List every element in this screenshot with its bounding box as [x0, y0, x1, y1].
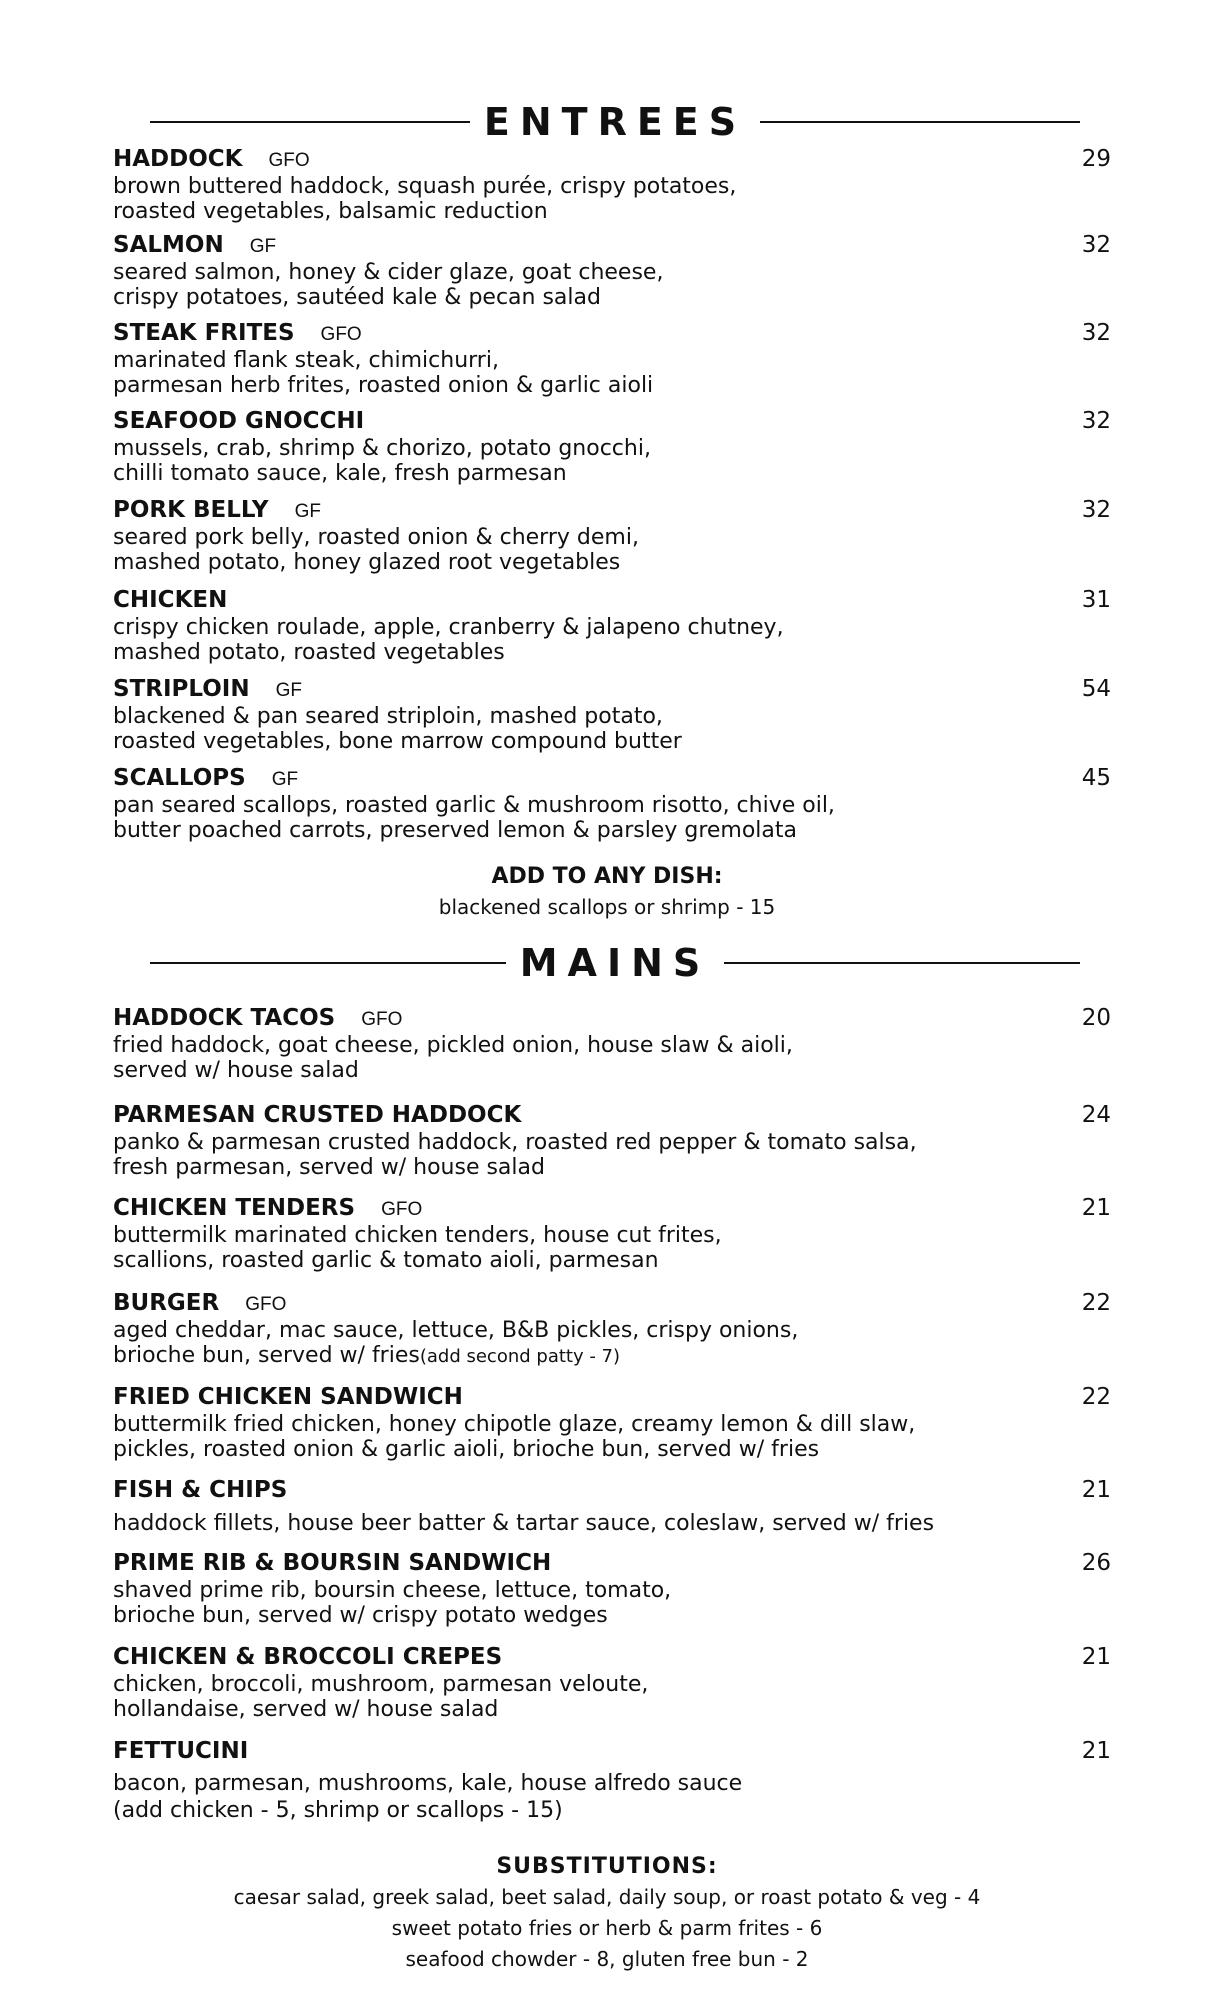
item-price: 22 [1081, 1290, 1111, 1316]
item-name: FISH & CHIPS [113, 1477, 288, 1503]
menu-item [113, 495, 1111, 575]
item-name: SEAFOOD GNOCCHI [113, 408, 365, 434]
divider-line [150, 121, 470, 123]
item-description: fried haddock, goat cheese, pickled onion, house slaw & aioli, [113, 1033, 793, 1058]
item-name: CHICKEN TENDERS [113, 1195, 356, 1221]
item-description: mashed potato, roasted vegetables [113, 640, 505, 665]
item-description: seared pork belly, roasted onion & cherry demi, [113, 525, 639, 550]
item-price: 21 [1081, 1195, 1111, 1221]
item-name: BURGER [113, 1290, 220, 1316]
item-name: STEAK FRITES [113, 320, 295, 346]
item-name: PRIME RIB & BOURSIN SANDWICH [113, 1550, 552, 1576]
item-description: butter poached carrots, preserved lemon & parsley gremolata [113, 818, 798, 843]
add-patty-note: (add second patty - 7) [419, 1346, 621, 1367]
item-description: crispy potatoes, sautéed kale & pecan salad [113, 285, 601, 310]
item-description-text: brioche bun, served w/ fries [113, 1343, 420, 1368]
item-price: 32 [1081, 320, 1111, 346]
menu-item [113, 1382, 1111, 1462]
item-description: roasted vegetables, bone marrow compound butter [113, 729, 682, 754]
item-price: 20 [1081, 1005, 1111, 1031]
diet-tag: GF [294, 501, 321, 522]
item-price: 54 [1081, 676, 1111, 702]
add-to-dish-block [0, 862, 1214, 923]
menu-item [113, 1100, 1111, 1180]
item-name: FRIED CHICKEN SANDWICH [113, 1384, 463, 1410]
mains-title: MAINS [519, 941, 711, 985]
item-description [113, 1343, 1111, 1369]
diet-tag: GF [249, 236, 277, 257]
item-description: mussels, crab, shrimp & chorizo, potato gnocchi, [113, 436, 651, 461]
substitution-line: seafood chowder - 8, gluten free bun - 2 [405, 1947, 809, 1971]
item-name: HADDOCK TACOS [113, 1005, 336, 1031]
item-price: 21 [1081, 1738, 1111, 1764]
item-name: CHICKEN [113, 587, 228, 613]
item-description: haddock fillets, house beer batter & tartar sauce, coleslaw, served w/ fries [113, 1511, 935, 1536]
item-price: 29 [1081, 146, 1111, 172]
diet-tag: GFO [268, 150, 310, 171]
item-description: panko & parmesan crusted haddock, roasted red pepper & tomato salsa, [113, 1130, 917, 1155]
item-description: brown buttered haddock, squash purée, crispy potatoes, [113, 174, 737, 199]
menu-item [113, 1003, 1111, 1083]
menu-item [113, 674, 1111, 754]
item-price: 26 [1081, 1550, 1111, 1576]
item-description: served w/ house salad [113, 1058, 359, 1083]
entrees-title: ENTREES [483, 100, 747, 144]
item-description: chicken, broccoli, mushroom, parmesan veloute, [113, 1672, 649, 1697]
item-price: 21 [1081, 1477, 1111, 1503]
item-price: 24 [1081, 1102, 1111, 1128]
item-price: 32 [1081, 408, 1111, 434]
menu-item [113, 1288, 1111, 1369]
menu-item [113, 1475, 1111, 1536]
substitutions-block [0, 1852, 1214, 1975]
item-description: parmesan herb frites, roasted onion & garlic aioli [113, 373, 654, 398]
item-description: mashed potato, honey glazed root vegetables [113, 550, 621, 575]
divider-line [150, 962, 506, 964]
menu-item [113, 230, 1111, 310]
item-price: 31 [1081, 587, 1111, 613]
substitution-line: sweet potato fries or herb & parm frites - 6 [391, 1916, 823, 1940]
item-name: PORK BELLY [113, 497, 269, 523]
menu-item [113, 585, 1111, 665]
item-price: 21 [1081, 1644, 1111, 1670]
addon-line: blackened scallops or shrimp - 15 [438, 895, 776, 919]
item-name: SCALLOPS [113, 765, 246, 791]
item-description: crispy chicken roulade, apple, cranberry & jalapeno chutney, [113, 615, 784, 640]
menu-item [113, 763, 1111, 843]
mains-header [150, 941, 1080, 985]
item-name: HADDOCK [113, 146, 243, 172]
item-description: aged cheddar, mac sauce, lettuce, B&B pickles, crispy onions, [113, 1318, 799, 1343]
divider-line [724, 962, 1080, 964]
substitutions-heading: SUBSTITUTIONS: [496, 1854, 718, 1879]
item-description: buttermilk fried chicken, honey chipotle glaze, creamy lemon & dill slaw, [113, 1412, 916, 1437]
diet-tag: GFO [381, 1199, 423, 1220]
item-price: 45 [1081, 765, 1111, 791]
item-description: buttermilk marinated chicken tenders, house cut frites, [113, 1223, 722, 1248]
entrees-header [150, 100, 1080, 144]
item-description: scallions, roasted garlic & tomato aioli, parmesan [113, 1248, 659, 1273]
item-name: PARMESAN CRUSTED HADDOCK [113, 1102, 522, 1128]
item-description: bacon, parmesan, mushrooms, kale, house alfredo sauce [113, 1771, 743, 1796]
item-description: marinated flank steak, chimichurri, [113, 348, 499, 373]
item-description: pickles, roasted onion & garlic aioli, brioche bun, served w/ fries [113, 1437, 820, 1462]
menu-item [113, 1548, 1111, 1628]
item-description: hollandaise, served w/ house salad [113, 1697, 499, 1722]
menu-item [113, 406, 1111, 486]
item-description: brioche bun, served w/ crispy potato wedges [113, 1603, 608, 1628]
item-price: 32 [1081, 232, 1111, 258]
menu-item [113, 1736, 1111, 1824]
item-name: FETTUCINI [113, 1738, 249, 1764]
item-name: SALMON [113, 232, 224, 258]
menu-item [113, 1642, 1111, 1722]
item-description: seared salmon, honey & cider glaze, goat cheese, [113, 260, 664, 285]
item-price: 22 [1081, 1384, 1111, 1410]
menu-item [113, 318, 1111, 398]
diet-tag: GFO [320, 324, 362, 345]
diet-tag: GFO [245, 1294, 287, 1315]
substitution-line: caesar salad, greek salad, beet salad, daily soup, or roast potato & veg - 4 [233, 1885, 981, 1909]
diet-tag: GFO [361, 1009, 403, 1030]
menu-item [113, 144, 1111, 224]
item-description: pan seared scallops, roasted garlic & mushroom risotto, chive oil, [113, 793, 835, 818]
item-name: CHICKEN & BROCCOLI CREPES [113, 1644, 503, 1670]
item-name: STRIPLOIN [113, 676, 250, 702]
item-description: roasted vegetables, balsamic reduction [113, 199, 548, 224]
item-price: 32 [1081, 497, 1111, 523]
addon-heading: ADD TO ANY DISH: [491, 864, 723, 889]
item-description: blackened & pan seared striploin, mashed potato, [113, 704, 663, 729]
diet-tag: GF [275, 680, 302, 701]
item-description: fresh parmesan, served w/ house salad [113, 1155, 545, 1180]
item-description: shaved prime rib, boursin cheese, lettuce, tomato, [113, 1578, 672, 1603]
menu-item [113, 1193, 1111, 1273]
item-description: chilli tomato sauce, kale, fresh parmesan [113, 461, 567, 486]
diet-tag: GF [271, 769, 299, 790]
divider-line [760, 121, 1080, 123]
item-description: (add chicken - 5, shrimp or scallops - 15) [113, 1798, 563, 1823]
